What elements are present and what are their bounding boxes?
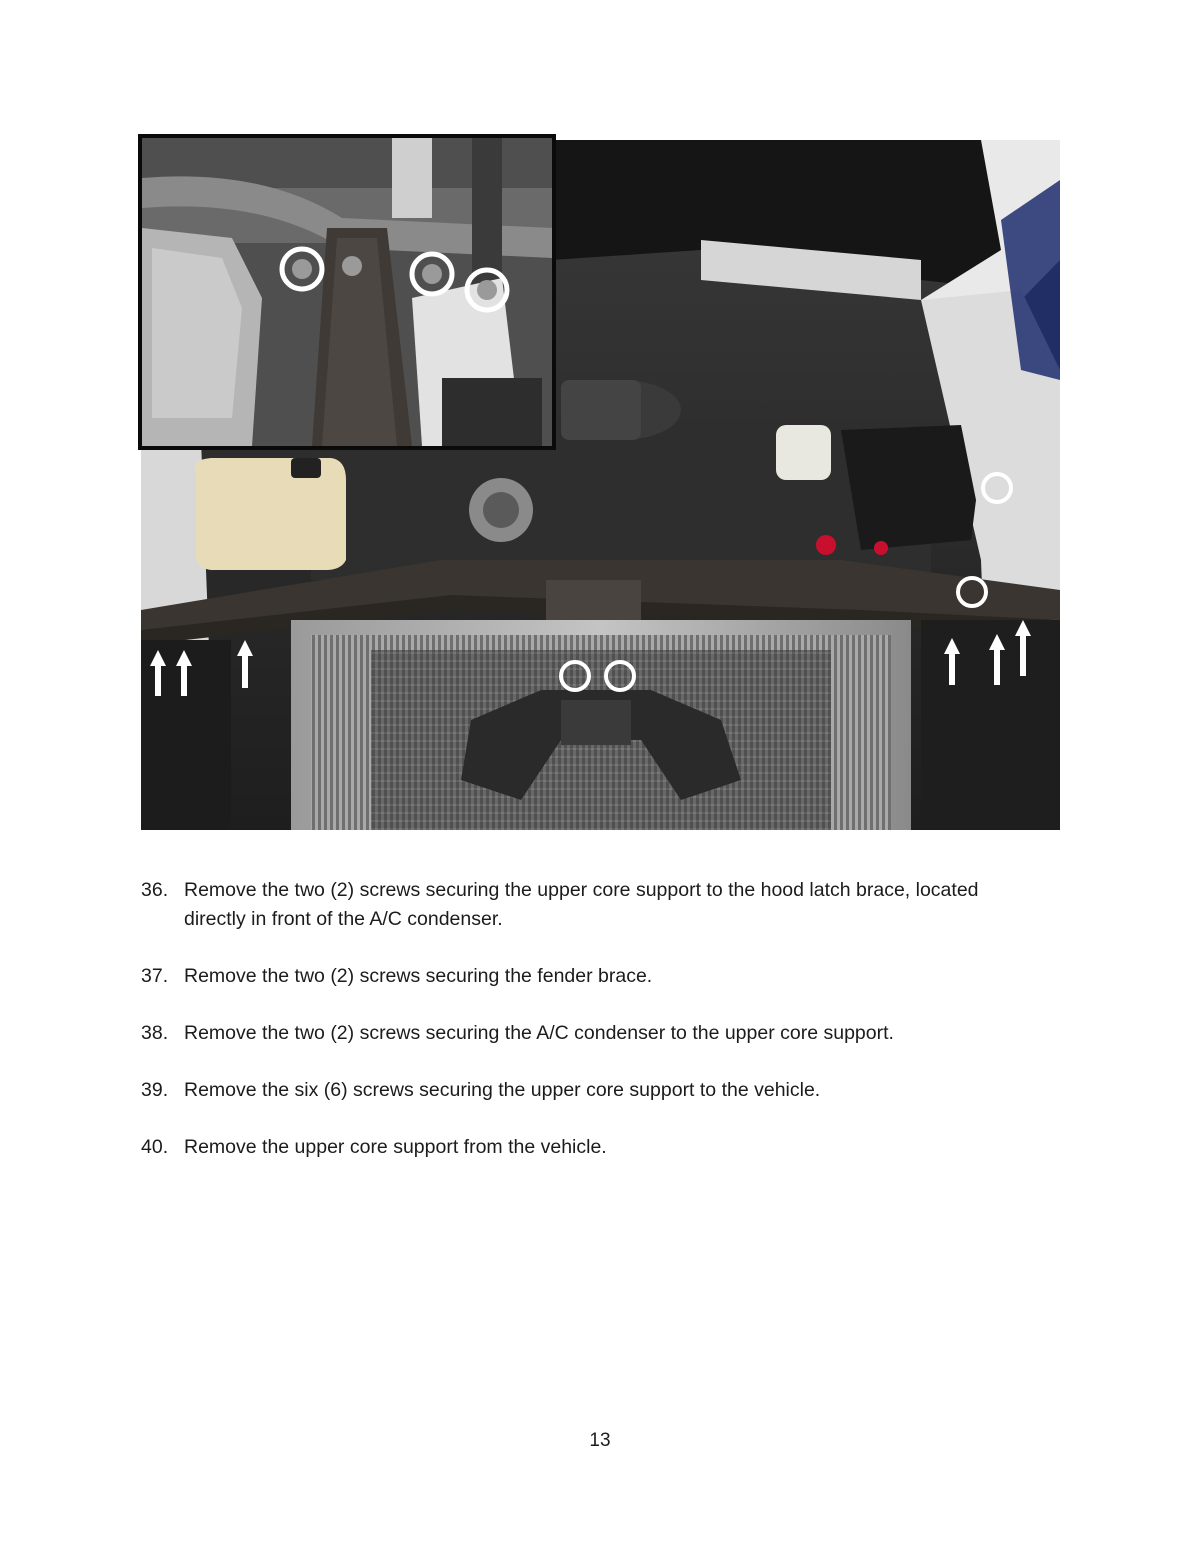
step-text: Remove the upper core support from the vehicle. bbox=[184, 1136, 607, 1158]
step-item bbox=[141, 1133, 1021, 1162]
step-item bbox=[141, 1076, 1021, 1105]
step-text: Remove the two (2) screws securing the fender brace. bbox=[184, 965, 653, 987]
step-number: 37. bbox=[141, 965, 169, 987]
step-number: 38. bbox=[141, 1022, 169, 1044]
step-item bbox=[141, 962, 1021, 991]
step-number: 40. bbox=[141, 1136, 169, 1158]
step-text: Remove the two (2) screws securing the upper core support to the hood latch brace, located directly in front of the A/C condenser. bbox=[184, 879, 979, 930]
step-number: 36. bbox=[141, 879, 169, 901]
step-item bbox=[141, 876, 1021, 934]
instruction-steps bbox=[141, 876, 1021, 1190]
step-number: 39. bbox=[141, 1079, 169, 1101]
step-text: Remove the two (2) screws securing the A/C condenser to the upper core support. bbox=[184, 1022, 894, 1044]
step-text: Remove the six (6) screws securing the upper core support to the vehicle. bbox=[184, 1079, 821, 1101]
bolt-closeup-photo bbox=[138, 134, 556, 450]
page-number: 13 bbox=[589, 1430, 611, 1451]
step-item bbox=[141, 1019, 1021, 1048]
